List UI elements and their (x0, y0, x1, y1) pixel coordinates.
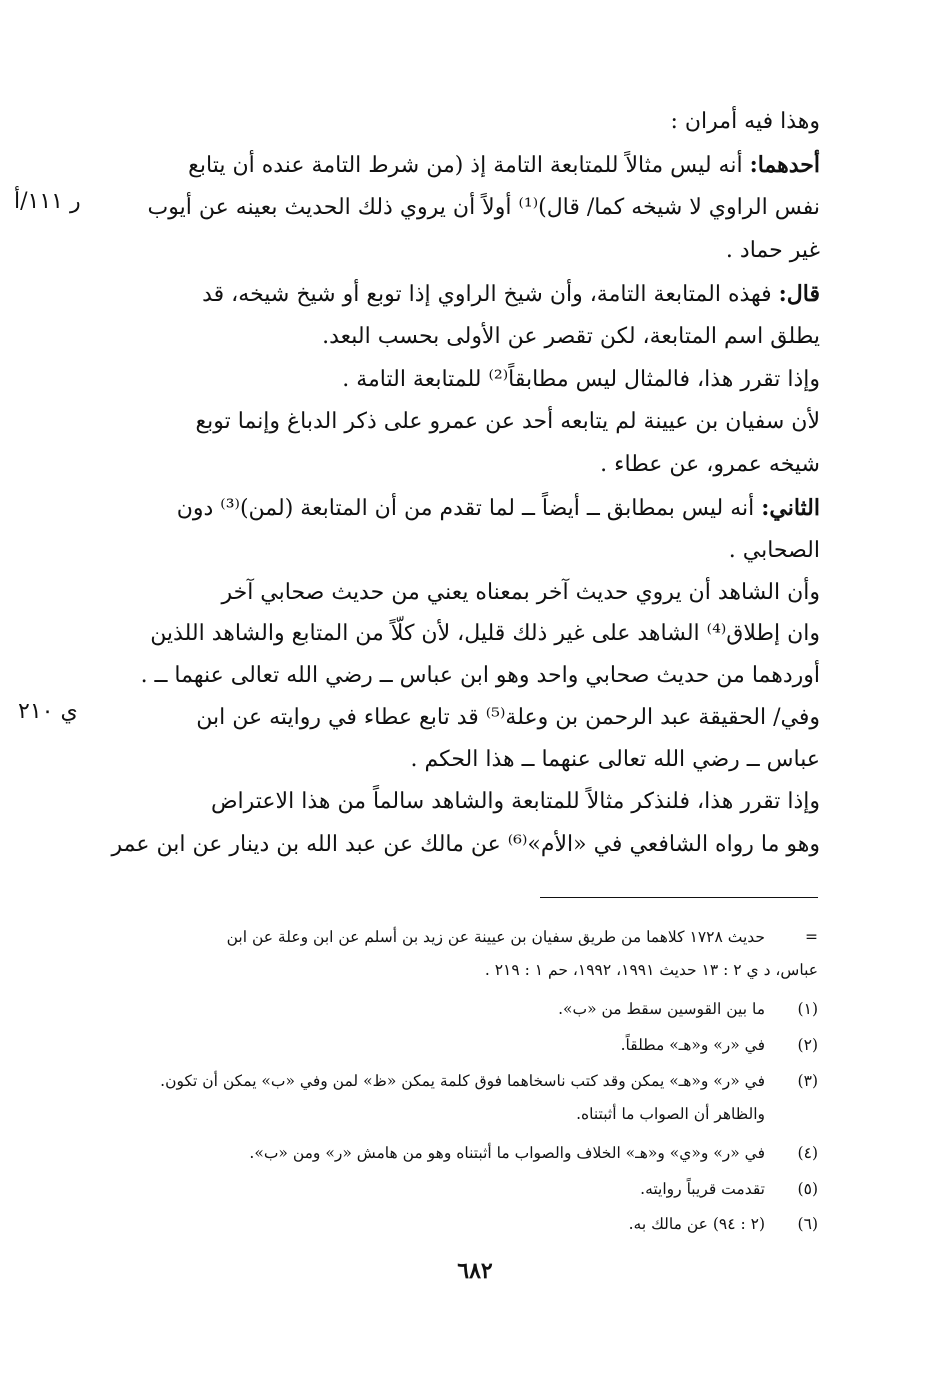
footnote-continuation-line-1: حديث ١٧٢٨ كلاهما من طريق سفيان بن عيينة عن زيد بن أسلم عن ابن وعلة عن ابن (226, 928, 765, 946)
footnote-continuation-mark: = (805, 928, 818, 946)
footnote-text-3: في «ر» و«هـ» يمكن وقد كتب ناسخاهما فوق كلمة يمكن «ظ» لمن وفي «ب» يمكن أن تكون. (160, 1072, 765, 1090)
footnote-number-1: (١) (797, 1000, 818, 1018)
main-line-10 (177, 493, 820, 524)
main-line-8: لأن سفيان بن عيينة لم يتابعه أحد عن عمرو على ذكر الدباغ وإنما توبع (195, 409, 820, 434)
footnote-number-2: (٢) (797, 1036, 818, 1054)
footnote-number-4: (٤) (797, 1144, 818, 1162)
margin-note-1: ر ١١١/أ (14, 189, 81, 214)
footnote-number-5: (٥) (797, 1180, 818, 1198)
main-line-5 (202, 279, 820, 310)
bold-lead: قال: (778, 281, 820, 307)
page-number: ٦٨٢ (457, 1258, 493, 1284)
main-line-6: يطلق اسم المتابعة، لكن تقصر عن الأولى بحسب البعد. (322, 324, 820, 349)
margin-note-2: ي ٢١٠ (18, 699, 78, 724)
footnote-text-3-cont: والظاهر أن الصواب ما أثبتناه. (576, 1105, 765, 1123)
footnote-number-3: (٣) (797, 1072, 818, 1090)
bold-lead: الثاني: (761, 495, 820, 521)
footnote-continuation-line-2: عباس، د ي ٢ : ١٣ حديث ١٩٩١، ١٩٩٢، حم ١ : ٢١٩ . (484, 961, 818, 979)
line-rest: أنه ليس مثالاً للمتابعة التامة إذ (من شرط التامة عنده أن يتابع (188, 153, 750, 178)
main-line-3: نفس الراوي لا شيخه كما/ قال)⁽¹⁾ أولاً أن يروي ذلك الحديث بعينه عن أيوب (147, 195, 820, 220)
footnote-number-6: (٦) (797, 1215, 818, 1233)
main-line-2 (188, 150, 820, 181)
main-line-7: وإذا تقرر هذا، فالمثال ليس مطابقاً⁽²⁾ للمتابعة التامة . (342, 367, 820, 392)
line-rest: فهذه المتابعة التامة، وأن شيخ الراوي إذا توبع أو شيخ شيخه، قد (202, 282, 779, 307)
footnote-text-6: (٢ : ٩٤) عن مالك به. (628, 1215, 765, 1233)
main-line-15: وفي/ الحقيقة عبد الرحمن بن وعلة⁽⁵⁾ قد تابع عطاء في روايته عن ابن (196, 705, 820, 730)
main-line-18: وهو ما رواه الشافعي في «الأم»⁽⁶⁾ عن مالك عن عبد الله بن دينار عن ابن عمر (111, 832, 820, 857)
main-line-4: غير حماد . (725, 238, 820, 263)
main-line-11: الصحابي . (728, 538, 820, 563)
main-line-12: وأن الشاهد أن يروي حديث آخر بمعناه يعني من حديث صحابي آخر (221, 580, 820, 605)
footnote-separator (540, 897, 818, 898)
main-line-14: أوردهما من حديث صحابي واحد وهو ابن عباس ــ رضي الله تعالى عنهما ــ . (140, 663, 820, 688)
footnote-text-4: في «ر» و«ي» و«هـ» الخلاف والصواب ما أثبتناه وهو من هامش «ر» ومن «ب». (249, 1144, 765, 1162)
footnote-text-5: تقدمت قريباً روايته. (640, 1180, 765, 1198)
main-line-17: وإذا تقرر هذا، فلنذكر مثالاً للمتابعة والشاهد سالماً من هذا الاعتراض (210, 789, 820, 814)
bold-lead: أحدهما: (749, 152, 820, 178)
footnote-text-1: ما بين القوسين سقط من «ب». (558, 1000, 765, 1018)
main-line-13: وان إطلاق⁽⁴⁾ الشاهد على غير ذلك قليل، لأن كلّاً من المتابع والشاهد اللذين (150, 621, 820, 646)
line-rest: أنه ليس بمطابق ــ أيضاً ــ لما تقدم من أن المتابعة (لمن)⁽³⁾ دون (176, 496, 762, 521)
footnote-text-2: في «ر» و«هـ» مطلقاً. (620, 1036, 765, 1054)
main-line-9: شيخه عمرو، عن عطاء . (600, 452, 820, 477)
main-line-1: وهذا فيه أمران : (670, 109, 820, 134)
main-line-16: عباس ــ رضي الله تعالى عنهما ــ هذا الحكم . (410, 747, 820, 772)
